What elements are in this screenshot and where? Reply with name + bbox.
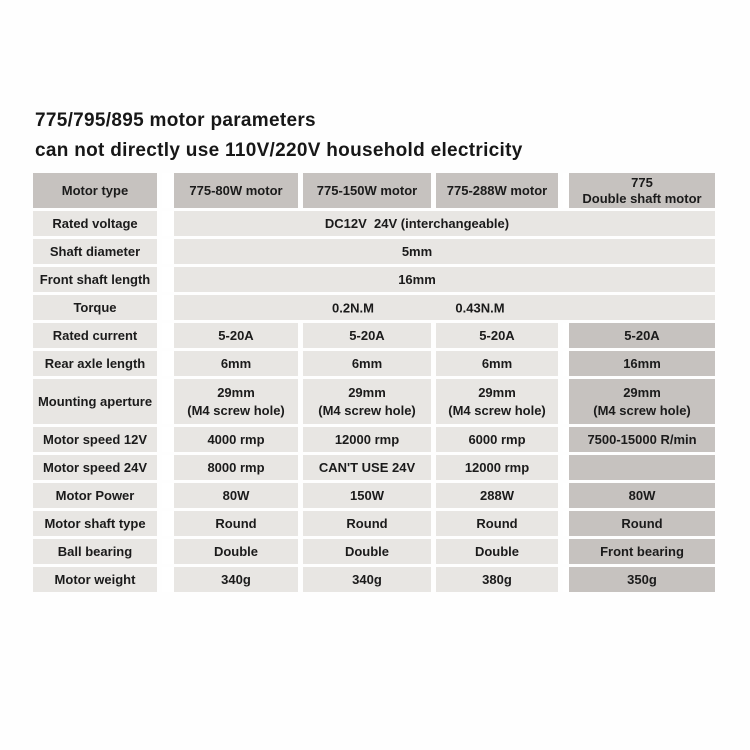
row-label: Rated voltage (33, 211, 157, 236)
spec-cell: 5-20A (162, 323, 298, 348)
spec-cell: Double (162, 539, 298, 564)
table-row (33, 567, 715, 592)
spec-cell: Double (436, 539, 558, 564)
spec-cell (303, 379, 431, 424)
spec-cell: 288W (436, 483, 558, 508)
spec-cell: 150W (303, 483, 431, 508)
torque-value-2: 0.43N.M (455, 300, 505, 315)
spec-cell: 5-20A (563, 323, 715, 348)
spec-cell: Round (162, 511, 298, 536)
spec-value-span (162, 295, 715, 320)
row-label: Motor weight (33, 567, 157, 592)
spec-cell: 8000 rmp (162, 455, 298, 480)
row-label: Front shaft length (33, 267, 157, 292)
title-line-1: 775/795/895 motor parameters (35, 110, 316, 131)
row-label: Ball bearing (33, 539, 157, 564)
motor-parameters-table (28, 170, 720, 595)
spec-cell: Double (303, 539, 431, 564)
table-row (33, 379, 715, 424)
row-label: Motor speed 24V (33, 455, 157, 480)
spec-cell: 350g (563, 567, 715, 592)
table-row (33, 511, 715, 536)
row-label: Torque (33, 295, 157, 320)
spec-value-span: 5mm (162, 239, 715, 264)
spec-cell: 6mm (303, 351, 431, 376)
spec-cell: 4000 rmp (162, 427, 298, 452)
torque-value-1: 0.2N.M (332, 300, 374, 315)
column-header-motor-type: Motor type (33, 173, 157, 208)
table-row (33, 239, 715, 264)
spec-cell (162, 379, 298, 424)
cell-line-2: (M4 screw hole) (187, 402, 285, 418)
spec-cell: 340g (162, 567, 298, 592)
spec-cell: Round (563, 511, 715, 536)
table-row (33, 539, 715, 564)
cell-line-1: 29mm (478, 384, 516, 400)
spec-cell: 6mm (436, 351, 558, 376)
spec-cell: 5-20A (303, 323, 431, 348)
spec-cell (563, 379, 715, 424)
header-line-1: 775 (631, 174, 653, 190)
column-header-775-double-shaft (563, 173, 715, 208)
spec-cell: 6mm (162, 351, 298, 376)
row-label: Rated current (33, 323, 157, 348)
row-label: Motor shaft type (33, 511, 157, 536)
table-row (33, 267, 715, 292)
row-label: Motor speed 12V (33, 427, 157, 452)
cell-line-1: 29mm (348, 384, 386, 400)
spec-value-span: 16mm (162, 267, 715, 292)
header-line-2: Double shaft motor (582, 190, 702, 206)
spec-value-span: DC12V 24V (interchangeable) (162, 211, 715, 236)
table-row (33, 295, 715, 320)
spec-cell: 12000 rmp (303, 427, 431, 452)
title-line-2: can not directly use 110V/220V household electricity (35, 140, 523, 161)
row-label: Shaft diameter (33, 239, 157, 264)
page-title (35, 106, 523, 166)
spec-cell: 12000 rmp (436, 455, 558, 480)
spec-cell: Round (436, 511, 558, 536)
table-row (33, 211, 715, 236)
table-row (33, 427, 715, 452)
table-header-row (33, 173, 715, 208)
table-row (33, 455, 715, 480)
spec-cell: 6000 rmp (436, 427, 558, 452)
row-label: Mounting aperture (33, 379, 157, 424)
table-row (33, 483, 715, 508)
column-header-775-150w: 775-150W motor (303, 173, 431, 208)
spec-cell (436, 379, 558, 424)
cell-line-2: (M4 screw hole) (318, 402, 416, 418)
spec-cell: 7500-15000 R/min (563, 427, 715, 452)
spec-cell: 80W (162, 483, 298, 508)
cell-line-1: 29mm (623, 384, 661, 400)
spec-cell: 16mm (563, 351, 715, 376)
spec-cell-empty (563, 455, 715, 480)
spec-cell: 340g (303, 567, 431, 592)
spec-cell: CAN'T USE 24V (303, 455, 431, 480)
column-header-775-80w: 775-80W motor (162, 173, 298, 208)
spec-cell: 380g (436, 567, 558, 592)
spec-cell: 80W (563, 483, 715, 508)
cell-line-2: (M4 screw hole) (593, 402, 691, 418)
cell-line-1: 29mm (217, 384, 255, 400)
torque-values (174, 295, 715, 320)
spec-cell: Front bearing (563, 539, 715, 564)
column-header-775-288w: 775-288W motor (436, 173, 558, 208)
table-row (33, 323, 715, 348)
table-row (33, 351, 715, 376)
row-label: Rear axle length (33, 351, 157, 376)
spec-cell: Round (303, 511, 431, 536)
cell-line-2: (M4 screw hole) (448, 402, 546, 418)
row-label: Motor Power (33, 483, 157, 508)
spec-cell: 5-20A (436, 323, 558, 348)
